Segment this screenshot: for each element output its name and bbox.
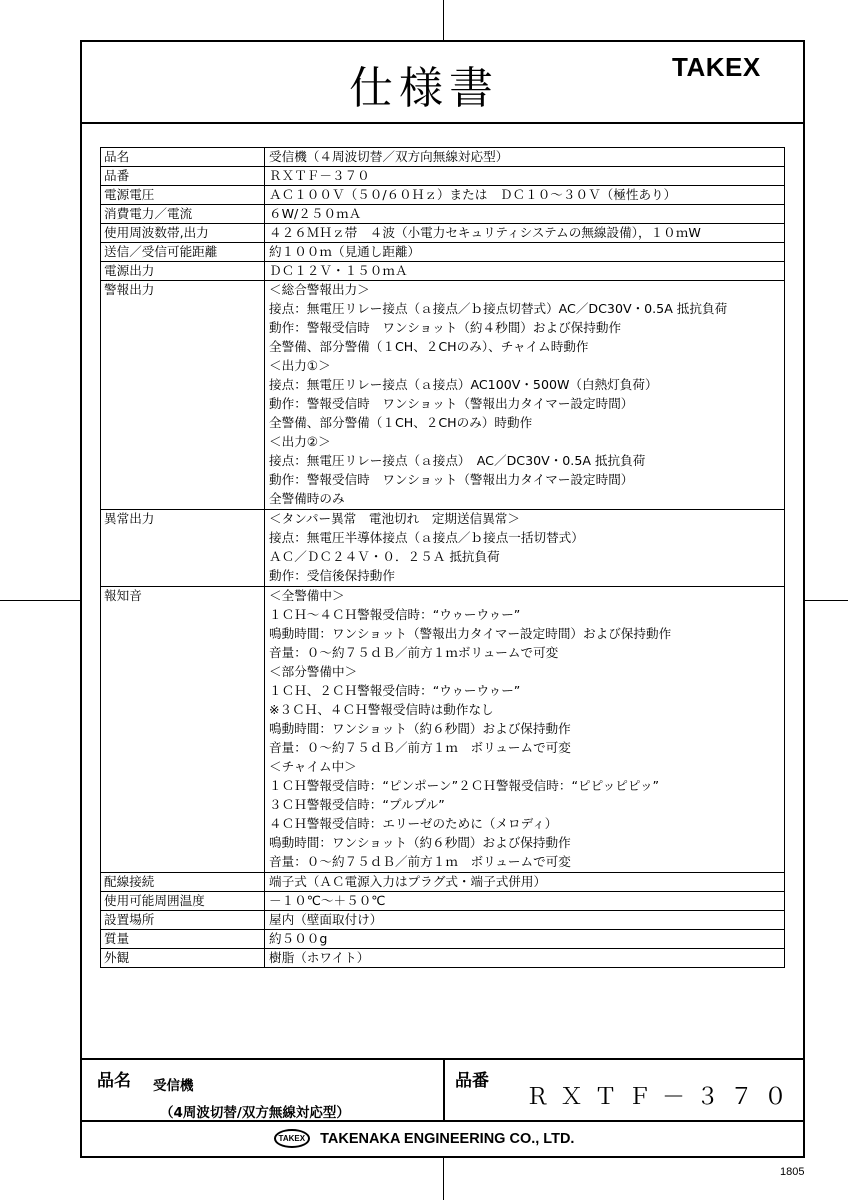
- spec-row: [101, 587, 785, 873]
- spec-table: [100, 147, 785, 968]
- spec-value: [265, 243, 785, 262]
- spec-row: [101, 892, 785, 911]
- spec-value-line: 音量：０～約７５ｄＢ／前方１ｍ ボリュームで可変: [269, 740, 571, 755]
- spec-value: [265, 892, 785, 911]
- spec-value-line: 接点：無電圧リレー接点（ａ接点）AC100V・500W（白熱灯負荷）: [269, 377, 658, 392]
- footer-name-label: 品名: [97, 1071, 131, 1091]
- spec-label: 消費電力／電流: [101, 205, 265, 224]
- spec-value-line: 動作：受信後保持動作: [269, 568, 395, 583]
- spec-value-line: ＜タンパー異常 電池切れ 定期送信異常＞: [269, 511, 520, 526]
- spec-value-line: 全警備時のみ: [269, 491, 345, 506]
- footer-name-value: 受信機: [153, 1078, 194, 1094]
- spec-label: 異常出力: [101, 510, 265, 587]
- spec-row: [101, 186, 785, 205]
- spec-value-line: ※３ＣＨ、４ＣＨ警報受信時は動作なし: [269, 702, 494, 717]
- spec-value-line: ６W/２５０ｍＡ: [269, 206, 362, 221]
- company-line: [0, 1128, 848, 1148]
- spec-value-line: ＜出力①＞: [269, 358, 331, 373]
- spec-row: [101, 167, 785, 186]
- spec-row: [101, 205, 785, 224]
- company-name: TAKENAKA ENGINEERING CO., LTD.: [320, 1130, 575, 1147]
- spec-value-line: ＜総合警報出力＞: [269, 282, 370, 297]
- spec-value-line: 樹脂（ホワイト）: [269, 950, 370, 965]
- spec-value-line: 端子式（ＡＣ電源入力はプラグ式・端子式併用）: [269, 874, 547, 889]
- spec-row: [101, 930, 785, 949]
- spec-value-line: 鳴動時間：ワンショット（警報出力タイマー設定時間）および保持動作: [269, 626, 672, 641]
- spec-label: 警報出力: [101, 281, 265, 510]
- spec-row: [101, 281, 785, 510]
- spec-value: [265, 224, 785, 243]
- spec-table-body: [101, 148, 785, 968]
- header-divider: [80, 122, 805, 124]
- spec-value: [265, 186, 785, 205]
- spec-value-line: ＤＣ１２Ｖ・１５０ｍＡ: [269, 263, 408, 278]
- spec-value-line: ＜全警備中＞: [269, 588, 345, 603]
- spec-row: [101, 949, 785, 968]
- spec-value-line: 全警備、部分警備（１CH、２CHのみ）、チャイム時動作: [269, 339, 589, 354]
- spec-row: [101, 243, 785, 262]
- footer-code-value: ＲＸＴＦ－３７０: [526, 1084, 798, 1110]
- spec-value: [265, 949, 785, 968]
- spec-row: [101, 510, 785, 587]
- spec-label: 外観: [101, 949, 265, 968]
- spec-value-line: ＡＣ１００Ｖ（５０/６０Ｈｚ）または ＤＣ１０～３０Ｖ（極性あり）: [269, 187, 677, 202]
- spec-value-line: １ＣＨ～４ＣＨ警報受信時：“ウゥーウゥー”: [269, 607, 521, 622]
- spec-value-line: ＜出力②＞: [269, 434, 331, 449]
- spec-value-line: 受信機（４周波切替／双方向無線対応型）: [269, 149, 509, 164]
- spec-value-line: ４２６ＭＨｚ帯 ４波（小電力セキュリティシステムの無線設備），１０ｍW: [269, 225, 701, 240]
- spec-value: [265, 167, 785, 186]
- spec-value: [265, 930, 785, 949]
- spec-label: 質量: [101, 930, 265, 949]
- spec-value-line: １ＣＨ警報受信時：“ピンポーン”２ＣＨ警報受信時：“ピピッピピッ”: [269, 778, 660, 793]
- spec-row: [101, 148, 785, 167]
- spec-label: 品名: [101, 148, 265, 167]
- spec-label: 配線接続: [101, 873, 265, 892]
- spec-value-line: 動作：警報受信時 ワンショット（警報出力タイマー設定時間）: [269, 396, 634, 411]
- brand-logo: TAKEX: [672, 52, 761, 82]
- spec-value: [265, 587, 785, 873]
- footer-divider-middle: [443, 1058, 445, 1120]
- spec-label: 電源出力: [101, 262, 265, 281]
- spec-value-line: 動作：警報受信時 ワンショット（約４秒間）および保持動作: [269, 320, 622, 335]
- spec-value-line: ＜部分警備中＞: [269, 664, 358, 679]
- spec-value-line: 全警備、部分警備（１CH、２CHのみ）時動作: [269, 415, 533, 430]
- spec-value-line: 接点：無電圧リレー接点（ａ接点／ｂ接点切替式）AC／DC30V・0.5A 抵抗負荷: [269, 301, 728, 316]
- spec-label: 設置場所: [101, 911, 265, 930]
- page-title: 仕様書: [349, 63, 499, 114]
- registration-mark-top: [443, 0, 444, 40]
- spec-value: [265, 205, 785, 224]
- spec-value: [265, 262, 785, 281]
- spec-value: [265, 873, 785, 892]
- spec-row: [101, 262, 785, 281]
- spec-value-line: ＲＸＴＦ－３７０: [269, 168, 370, 183]
- spec-value: [265, 911, 785, 930]
- registration-mark-bottom: [443, 1158, 444, 1200]
- spec-value-line: 鳴動時間：ワンショット（約６秒間）および保持動作: [269, 835, 571, 850]
- spec-value-line: １ＣＨ、２ＣＨ警報受信時：“ウゥーウゥー”: [269, 683, 521, 698]
- spec-row: [101, 873, 785, 892]
- spec-value: [265, 148, 785, 167]
- spec-value: [265, 281, 785, 510]
- spec-label: 品番: [101, 167, 265, 186]
- spec-value-line: 音量：０～約７５ｄＢ／前方１ｍ ボリュームで可変: [269, 854, 571, 869]
- spec-row: [101, 911, 785, 930]
- spec-value-line: 接点：無電圧リレー接点（ａ接点） AC／DC30V・0.5A 抵抗負荷: [269, 453, 646, 468]
- spec-value-line: ３ＣＨ警報受信時：“プルプル”: [269, 797, 445, 812]
- company-logo: TAKEX: [274, 1129, 311, 1148]
- spec-value-line: ＜チャイム中＞: [269, 759, 357, 774]
- document-number: 1805: [780, 1166, 805, 1178]
- footer-code-label: 品番: [455, 1071, 489, 1091]
- spec-label: 使用可能周囲温度: [101, 892, 265, 911]
- footer-name-sub: （4周波切替/双方無線対応型）: [160, 1105, 350, 1121]
- spec-value-line: 約５００g: [269, 931, 328, 946]
- spec-value-line: 動作：警報受信時 ワンショット（警報出力タイマー設定時間）: [269, 472, 634, 487]
- spec-value-line: 約１００ｍ（見通し距離）: [269, 244, 421, 259]
- spec-label: 送信／受信可能距離: [101, 243, 265, 262]
- spec-value-line: 鳴動時間：ワンショット（約６秒間）および保持動作: [269, 721, 571, 736]
- spec-value: [265, 510, 785, 587]
- spec-value-line: ４ＣＨ警報受信時：エリーゼのために（メロディ）: [269, 816, 558, 831]
- spec-value-line: 接点：無電圧半導体接点（ａ接点／ｂ接点一括切替式）: [269, 530, 584, 545]
- spec-value-line: ＡＣ／ＤＣ２４Ｖ・０．２５Ａ 抵抗負荷: [269, 549, 500, 564]
- spec-label: 電源電圧: [101, 186, 265, 205]
- registration-mark-right: [805, 600, 848, 601]
- registration-mark-left: [0, 600, 80, 601]
- spec-value-line: 屋内（壁面取付け）: [269, 912, 383, 927]
- spec-label: 報知音: [101, 587, 265, 873]
- spec-value-line: 音量：０～約７５ｄＢ／前方１ｍボリュームで可変: [269, 645, 559, 660]
- spec-row: [101, 224, 785, 243]
- spec-value-line: －１０℃～＋５０℃: [269, 893, 386, 908]
- spec-label: 使用周波数帯,出力: [101, 224, 265, 243]
